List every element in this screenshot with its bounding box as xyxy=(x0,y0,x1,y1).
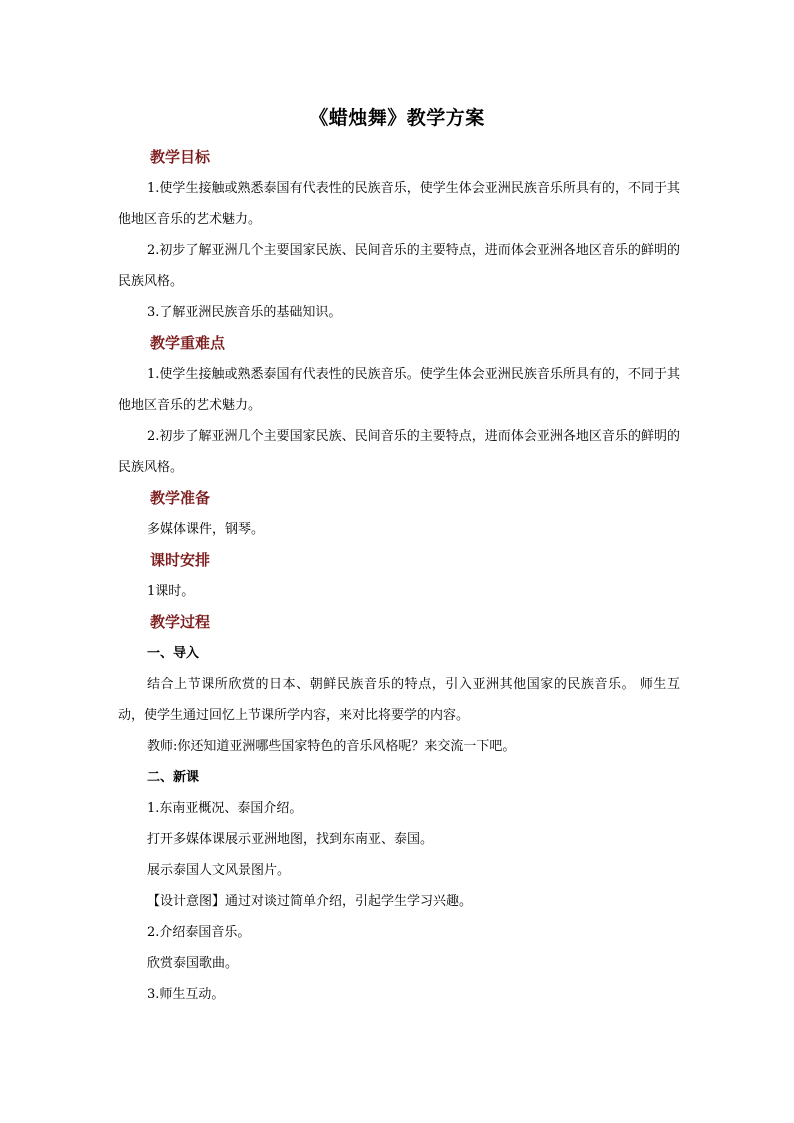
paragraph: 欣赏泰国歌曲。 xyxy=(147,956,239,971)
section-heading-preparation: 教学准备 xyxy=(150,489,211,507)
paragraph: 【设计意图】通过对谈过简单介绍，引起学生学习兴趣。 xyxy=(147,894,473,909)
paragraph: 1.使学生接触或熟悉泰国有代表性的民族音乐，使学生体会亚洲民族音乐所具有的，不同于其他地区音乐的艺术魅力。 xyxy=(118,181,680,227)
paragraph: 1.使学生接触或熟悉泰国有代表性的民族音乐。使学生体会亚洲民族音乐所具有的，不同于其他地区音乐的艺术魅力。 xyxy=(118,367,680,413)
subsection-heading-intro: 一、导入 xyxy=(147,646,200,661)
section-heading-key-points: 教学重难点 xyxy=(150,334,226,352)
paragraph: 2.初步了解亚洲几个主要国家民族、民间音乐的主要特点，进而体会亚洲各地区音乐的鲜明的民族风格。 xyxy=(118,243,680,289)
section-heading-schedule: 课时安排 xyxy=(150,551,211,569)
paragraph: 多媒体课件，钢琴。 xyxy=(147,522,265,537)
paragraph: 结合上节课所欣赏的日本、朝鲜民族音乐的特点，引入亚洲其他国家的民族音乐。 师生互动，使学生通过回忆上节课所学内容，来对比将要学的内容。 xyxy=(118,677,680,723)
paragraph: 2.介绍泰国音乐。 xyxy=(147,925,251,940)
paragraph: 打开多媒体课展示亚洲地图，找到东南亚、泰国。 xyxy=(147,832,434,847)
paragraph: 2.初步了解亚洲几个主要国家民族、民间音乐的主要特点，进而体会亚洲各地区音乐的鲜明的民族风格。 xyxy=(118,429,680,475)
subsection-heading-new-lesson: 二、新课 xyxy=(147,770,200,785)
section-heading-objectives: 教学目标 xyxy=(150,148,211,166)
document-title: 《蜡烛舞》教学方案 xyxy=(309,107,485,129)
section-heading-process: 教学过程 xyxy=(150,613,211,631)
paragraph: 1课时。 xyxy=(147,584,195,599)
paragraph: 1.东南亚概况、泰国介绍。 xyxy=(147,801,303,816)
paragraph: 教师:你还知道亚洲哪些国家特色的音乐风格呢？来交流一下吧。 xyxy=(147,739,516,754)
paragraph: 3.了解亚洲民族音乐的基础知识。 xyxy=(147,305,342,320)
paragraph: 展示泰国人文风景图片。 xyxy=(147,863,291,878)
paragraph: 3.师生互动。 xyxy=(147,987,225,1002)
document-body xyxy=(118,142,680,1010)
